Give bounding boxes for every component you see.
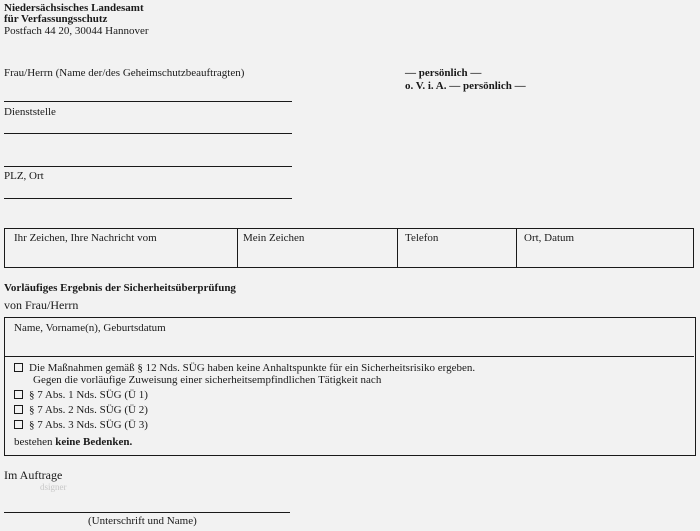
handling-personal: — persönlich —	[405, 67, 482, 79]
option-row-u3[interactable]	[14, 419, 148, 432]
sender-name-line1: Niedersächsisches Landesamt	[4, 2, 144, 14]
reference-place-date[interactable]: Ort, Datum	[524, 232, 575, 244]
sender-address: Postfach 44 20, 30044 Hannover	[4, 25, 149, 37]
result-heading: Vorläufiges Ergebnis der Sicherheitsüberprüfung	[4, 282, 236, 294]
option-row-u2[interactable]	[14, 404, 148, 417]
recipient-office-line[interactable]	[4, 133, 292, 134]
recipient-city-label: PLZ, Ort	[4, 170, 44, 182]
handling-via: o. V. i. A. — persönlich —	[405, 80, 526, 92]
conclusion	[14, 436, 132, 449]
option-u2-text: § 7 Abs. 2 Nds. SÜG (Ü 2)	[29, 404, 148, 416]
name-field-label: Name, Vorname(n), Geburtsdatum	[14, 322, 166, 334]
recipient-name-label: Frau/Herrn (Name der/des Geheimschutzbeauftragten)	[4, 67, 245, 79]
reference-my-ref[interactable]: Mein Zeichen	[243, 232, 305, 244]
reference-your-ref[interactable]: Ihr Zeichen, Ihre Nachricht vom	[14, 232, 157, 244]
result-person-label: von Frau/Herrn	[4, 298, 79, 312]
recipient-office-label: Dienststelle	[4, 106, 56, 118]
option-main-continuation: Gegen die vorläufige Zuweisung einer sicherheitsempfindlichen Tätigkeit nach	[33, 374, 382, 386]
checkbox-icon[interactable]	[14, 390, 23, 399]
option-row-u1[interactable]	[14, 389, 148, 402]
name-field-divider	[5, 356, 694, 357]
checkbox-icon[interactable]	[14, 405, 23, 414]
reference-table-divider	[397, 228, 398, 268]
conclusion-prefix: bestehen	[14, 436, 53, 448]
option-main-text: Die Maßnahmen gemäß § 12 Nds. SÜG haben keine Anhaltspunkte für ein Sicherheitsrisiko ergeben.	[29, 362, 476, 374]
conclusion-bold: keine Bedenken.	[55, 436, 133, 448]
recipient-city-line[interactable]	[4, 198, 292, 199]
option-u1-text: § 7 Abs. 1 Nds. SÜG (Ü 1)	[29, 389, 148, 401]
option-u3-text: § 7 Abs. 3 Nds. SÜG (Ü 3)	[29, 419, 148, 431]
signature-line[interactable]	[4, 512, 290, 513]
sender-name-line2: für Verfassungsschutz	[4, 13, 108, 25]
signature-on-behalf: Im Auftrage	[4, 468, 63, 482]
reference-table-divider	[237, 228, 238, 268]
reference-phone[interactable]: Telefon	[405, 232, 439, 244]
reference-table-divider	[516, 228, 517, 268]
recipient-name-line[interactable]	[4, 101, 292, 102]
checkbox-icon[interactable]	[14, 363, 23, 372]
watermark: dsigner	[40, 482, 67, 492]
result-box	[4, 317, 696, 456]
signature-caption: (Unterschrift und Name)	[88, 515, 197, 527]
recipient-office-line-2[interactable]	[4, 166, 292, 167]
checkbox-icon[interactable]	[14, 420, 23, 429]
